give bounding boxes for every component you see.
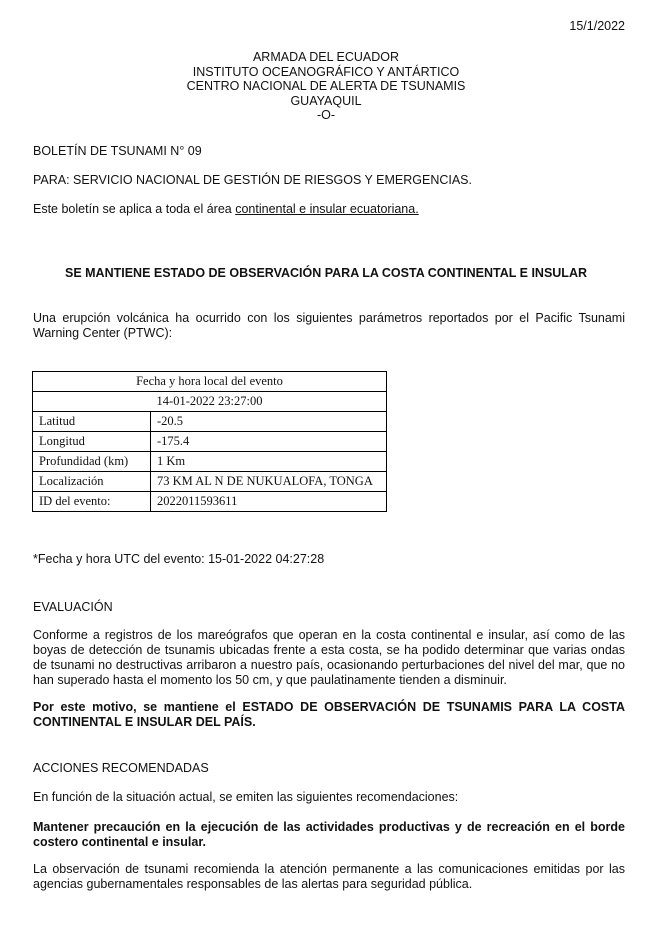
table-row [33,452,387,472]
table-header-label: Fecha y hora local del evento [33,372,387,392]
evaluation-conclusion: Por este motivo, se mantiene el ESTADO DE OBSERVACIÓN DE TSUNAMIS PARA LA COSTA CONTINENTAL E INSULAR DEL PAÍS. [33,700,625,729]
bulletin-scope [33,202,625,216]
table-row [33,412,387,432]
table-row [33,492,387,512]
row-value: 2022011593611 [151,492,387,512]
header-line-1: ARMADA DEL ECUADOR [252,50,400,64]
row-value: -20.5 [151,412,387,432]
scope-prefix: Este boletín se aplica a toda el área [33,202,236,216]
event-table [32,371,387,512]
header-line-3: CENTRO NACIONAL DE ALERTA DE TSUNAMIS [186,79,466,93]
table-row [33,372,387,392]
row-value: 73 KM AL N DE NUKUALOFA, TONGA [151,472,387,492]
row-label: Profundidad (km) [33,452,151,472]
status-headline: SE MANTIENE ESTADO DE OBSERVACIÓN PARA LA COSTA CONTINENTAL E INSULAR [64,266,587,280]
table-row [33,472,387,492]
row-label: Latitud [33,412,151,432]
intro-paragraph: Una erupción volcánica ha ocurrido con los siguientes parámetros reportados por el Pacific Tsunami Warning Center (PTWC): [33,311,625,340]
table-row [33,392,387,412]
evaluation-heading: EVALUACIÓN [33,600,113,614]
bulletin-recipient: PARA: SERVICIO NACIONAL DE GESTIÓN DE RIESGOS Y EMERGENCIAS. [33,173,472,187]
header-line-5: -O- [316,108,336,122]
bulletin-title: BOLETÍN DE TSUNAMI N° 09 [33,144,202,158]
actions-note: La observación de tsunami recomienda la atención permanente a las comunicaciones emitidas por las agencias gubernamentales responsables de las alertas para seguridad pública. [33,862,625,891]
header-line-4: GUAYAQUIL [290,93,362,108]
row-value: 1 Km [151,452,387,472]
row-label: Longitud [33,432,151,452]
table-header-value: 14-01-2022 23:27:00 [33,392,387,412]
utc-note: *Fecha y hora UTC del evento: 15-01-2022 04:27:28 [33,552,325,566]
institution-header [0,50,652,123]
header-line-2: INSTITUTO OCEANOGRÁFICO Y ANTÁRTICO [192,64,460,79]
row-value: -175.4 [151,432,387,452]
table-row [33,432,387,452]
scope-area: continental e insular ecuatoriana. [235,202,419,216]
row-label: Localización [33,472,151,492]
row-label: ID del evento: [33,492,151,512]
actions-heading: ACCIONES RECOMENDADAS [33,761,209,775]
actions-intro: En función de la situación actual, se emiten las siguientes recomendaciones: [33,790,459,804]
actions-recommendation: Mantener precaución en la ejecución de las actividades productivas y de recreación en el borde costero continental e insular. [33,820,625,849]
document-date: 15/1/2022 [569,19,625,33]
evaluation-body: Conforme a registros de los mareógrafos que operan en la costa continental e insular, así como de las boyas de detección de tsunamis ubicadas frente a esta costa, se ha podido determinar que varias ondas de tsunami no destructivas arribaron a nuestro país, ocasionando perturbaciones del nivel del mar, que no han superado hasta el momento los 50 cm, y que paulatinamente tienden a disminuir. [33,628,625,687]
